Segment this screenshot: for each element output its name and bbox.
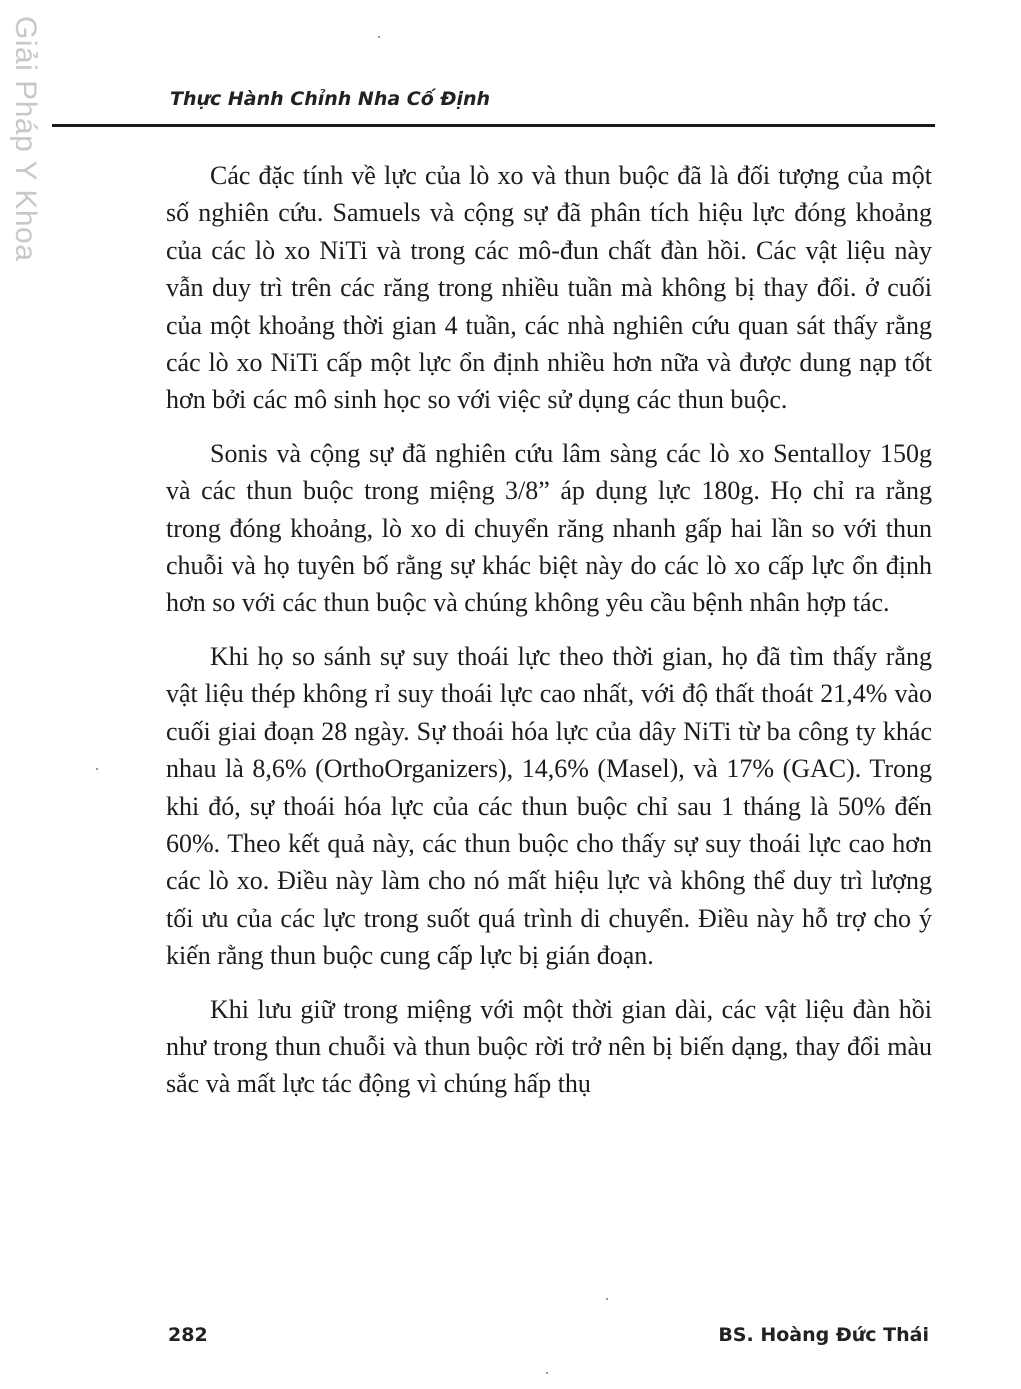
footer-author: BS. Hoàng Đức Thái <box>718 1324 929 1346</box>
paragraph: Khi lưu giữ trong miệng với một thời gian dài, các vật liệu đàn hồi như trong thun chuỗi và thun buộc rời trở nên bị biến dạng, thay đổi màu sắc và mất lực tác động vì chúng hấp thụ <box>166 994 932 1099</box>
header-rule <box>52 124 935 127</box>
scan-speck <box>546 1372 548 1374</box>
scan-speck <box>96 768 98 770</box>
paragraph: Khi họ so sánh sự suy thoái lực theo thời gian, họ đã tìm thấy rằng vật liệu thép không rỉ suy thoái lực cao nhất, với độ thất thoát 21,4% vào cuối giai đoạn 28 ngày. Sự thoái hóa lực của dây NiTi từ ba công ty khác nhau là 8,6% (OrthoOrganizers), 14,6% (Masel), và 17% (GAC). Trong khi đó, sự thoái hóa lực của các thun buộc chỉ sau 1 tháng là 50% đến 60%. Theo kết quả này, các thun buộc cho thấy sự suy thoái lực cao hơn các lò xo. Điều này làm cho nó mất hiệu lực và không thể duy trì lượng tối ưu của các lực trong suốt quá trình di chuyển. Điều này hỗ trợ cho ý kiến rằng thun buộc cung cấp lực bị gián đoạn. <box>166 641 932 971</box>
running-header-title: Thực Hành Chỉnh Nha Cố Định <box>170 88 491 110</box>
watermark: Giải Pháp Y Khoa <box>9 16 42 262</box>
page-number: 282 <box>168 1324 208 1346</box>
scan-speck <box>606 1298 608 1300</box>
paragraph: Các đặc tính về lực của lò xo và thun buộc đã là đối tượng của một số nghiên cứu. Samuels và cộng sự đã phân tích hiệu lực đóng khoảng của các lò xo NiTi và trong các mô-đun chất đàn hồi. Các vật liệu này vẫn duy trì trên các răng trong nhiều tuần mà không bị thay đổi. ở cuối của một khoảng thời gian 4 tuần, các nhà nghiên cứu quan sát thấy rằng các lò xo NiTi cấp một lực ổn định nhiều hơn nữa và được dung nạp tốt hơn bởi các mô sinh học so với việc sử dụng các thun buộc. <box>166 161 932 415</box>
paragraph: Sonis và cộng sự đã nghiên cứu lâm sàng các lò xo Sentalloy 150g và các thun buộc trong miệng 3/8” áp dụng lực 180g. Họ chỉ ra rằng trong đóng khoảng, lò xo di chuyển răng nhanh gấp hai lần so với thun chuỗi và họ tuyên bố rằng sự khác biệt này do các lò xo cấp lực ổn định hơn so với các thun buộc và chúng không yêu cầu bệnh nhân hợp tác. <box>166 438 932 618</box>
scan-speck <box>378 36 380 38</box>
body-text <box>166 157 932 1103</box>
